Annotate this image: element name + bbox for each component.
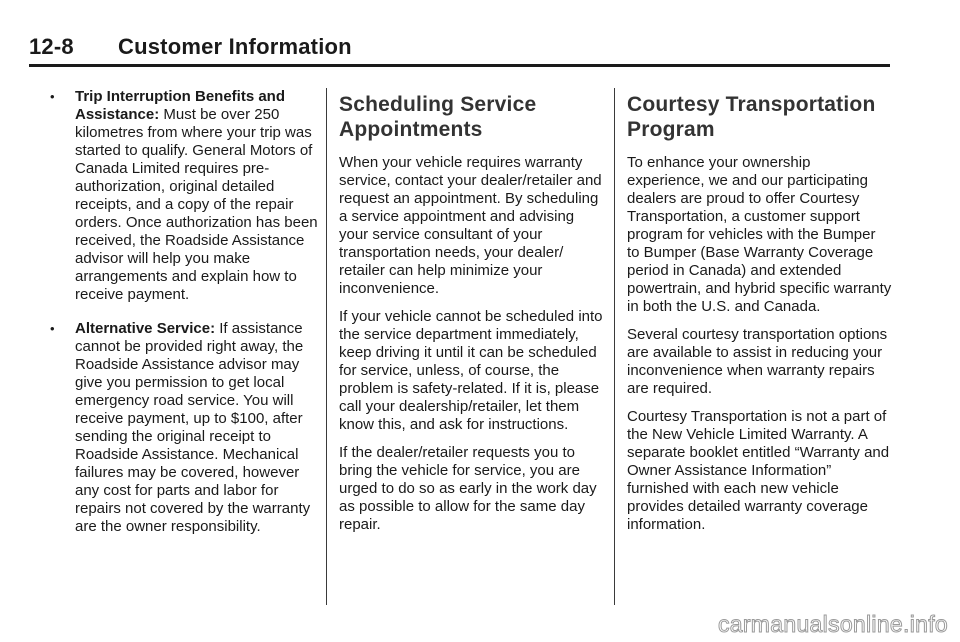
bullet-lead-trip-interruption: Trip Interruption Benefits and Assistance:: [75, 88, 286, 123]
column-divider: [326, 88, 327, 605]
paragraph: Several courtesy transportation options are available to assist in reducing your inconvenience when warranty repairs are required.: [627, 326, 888, 397]
page-number: 12-8: [29, 34, 74, 59]
heading-courtesy-transportation: Courtesy Transportation Program: [627, 93, 876, 141]
heading-scheduling-service: Scheduling Service Appointments: [339, 93, 537, 141]
bullet-trip-interruption: [50, 88, 320, 304]
watermark: carmanualsonline.info: [717, 611, 948, 637]
column-divider: [614, 88, 615, 605]
bullet-text-trip-interruption: Must be over 250 kilometres from where your trip was started to qualify. General Motors of Canada Limited requires pre-authorization, original detailed receipts, and a copy of the repair orders. Once authorization has been received, the Roadside Assistance advisor will help you make arrangements and explain how to receive payment.: [75, 106, 318, 303]
paragraph: If the dealer/retailer requests you to bring the vehicle for service, you are urged to do so as early in the work day as possible to allow for the same day repair.: [339, 444, 597, 533]
bullet-text-alternative-service: If assistance cannot be provided right away, the Roadside Assistance advisor may give you permission to get local emergency road service. You will receive payment, up to $100, after sending the original receipt to Roadside Assistance. Mechanical failures may be covered, however any cost for parts and labor for repairs not covered by the warranty are the owner responsibility.: [75, 320, 311, 535]
paragraph: To enhance your ownership experience, we and our participating dealers are proud to offer Courtesy Transportation, a customer support program for vehicles with the Bumper to Bumper (Base Warranty Coverage period in Canada) and extended powertrain, and hybrid specific warranty in both the U.S. and Canada.: [627, 154, 892, 315]
column-middle: [339, 88, 604, 544]
bullet-alternative-service: [50, 320, 320, 536]
page-header: [29, 34, 890, 66]
paragraph: When your vehicle requires warranty service, contact your dealer/retailer and request an appointment. By scheduling a service appointment and advising your service consultant of your transportation needs, your dealer/ retailer can help minimize your inconvenience.: [339, 154, 602, 297]
bullet-icon: •: [50, 89, 55, 104]
paragraph: If your vehicle cannot be scheduled into the service department immediately, keep driving it until it can be scheduled for service, unless, of course, the problem is safety-related. If it is, please call your dealership/retailer, let them know this, and ask for instructions.: [339, 308, 603, 433]
paragraph: Courtesy Transportation is not a part of the New Vehicle Limited Warranty. A separate booklet entitled “Warranty and Owner Assistance Information” furnished with each new vehicle provides detailed warranty coverage information.: [627, 408, 890, 533]
bullet-icon: •: [50, 321, 55, 336]
section-title: Customer Information: [118, 34, 352, 59]
bullet-lead-alternative-service: Alternative Service:: [75, 320, 216, 337]
header-rule: [29, 64, 890, 67]
column-left: [50, 88, 320, 552]
column-right: [627, 88, 892, 544]
